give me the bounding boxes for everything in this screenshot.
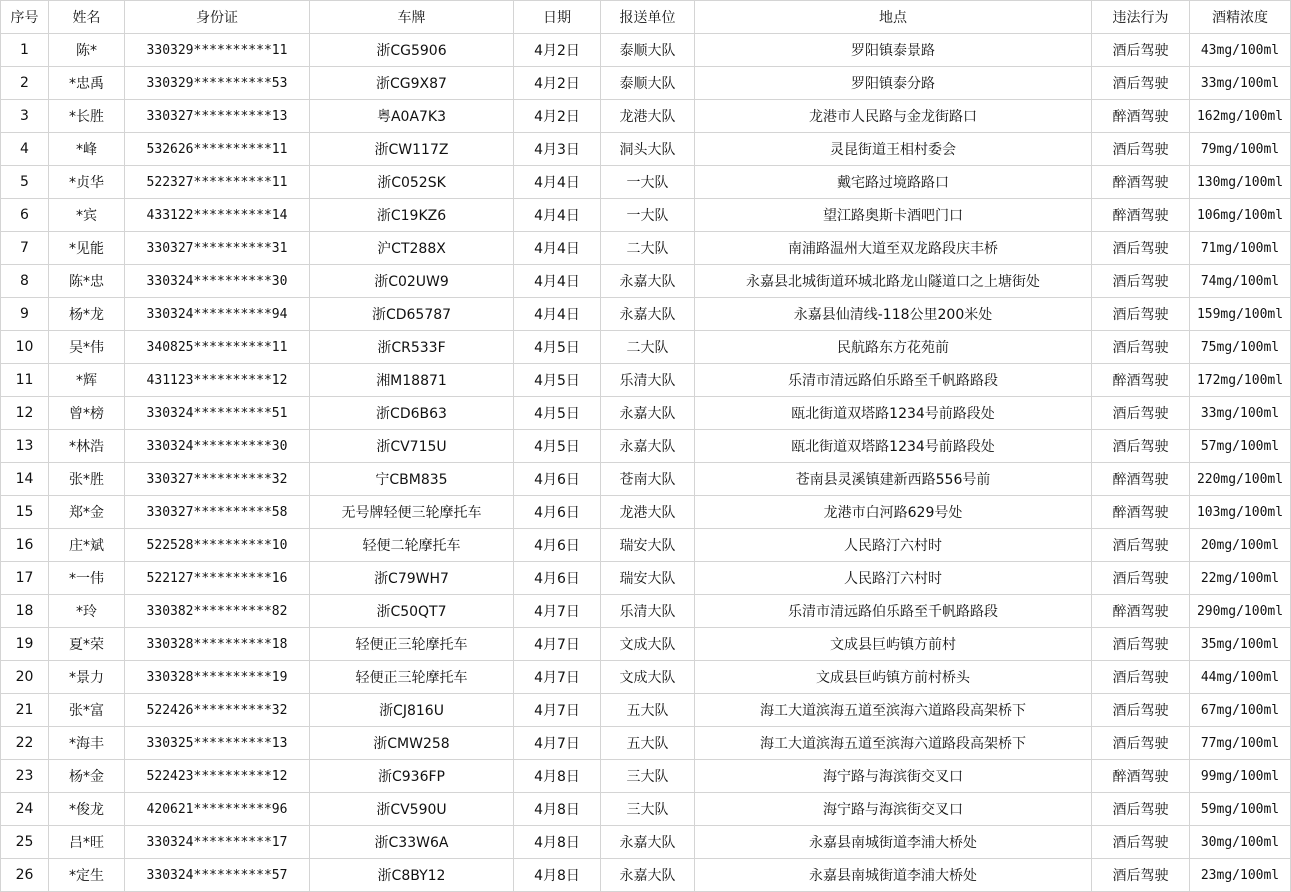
cell-index: 17 <box>1 562 49 595</box>
cell-id-card: 340825**********11 <box>125 331 310 364</box>
cell-name: *忠禹 <box>49 67 125 100</box>
table-row <box>1 232 1291 265</box>
cell-name: *林浩 <box>49 430 125 463</box>
cell-name: 陈*忠 <box>49 265 125 298</box>
table-row <box>1 397 1291 430</box>
cell-date: 4月6日 <box>514 463 601 496</box>
cell-name: *定生 <box>49 859 125 892</box>
cell-id-card: 330325**********13 <box>125 727 310 760</box>
table-row <box>1 562 1291 595</box>
cell-violation: 醉酒驾驶 <box>1092 100 1190 133</box>
cell-index: 6 <box>1 199 49 232</box>
cell-unit: 瑞安大队 <box>601 562 695 595</box>
cell-id-card: 330324**********17 <box>125 826 310 859</box>
cell-alcohol: 33mg/100ml <box>1190 397 1291 430</box>
cell-plate: 浙CW117Z <box>310 133 514 166</box>
cell-name: *俊龙 <box>49 793 125 826</box>
cell-plate: 浙CV715U <box>310 430 514 463</box>
cell-index: 19 <box>1 628 49 661</box>
cell-alcohol: 67mg/100ml <box>1190 694 1291 727</box>
cell-alcohol: 172mg/100ml <box>1190 364 1291 397</box>
cell-alcohol: 159mg/100ml <box>1190 298 1291 331</box>
cell-unit: 三大队 <box>601 760 695 793</box>
cell-violation: 酒后驾驶 <box>1092 67 1190 100</box>
header-plate: 车牌 <box>310 1 514 34</box>
cell-date: 4月7日 <box>514 661 601 694</box>
cell-name: *一伟 <box>49 562 125 595</box>
cell-date: 4月3日 <box>514 133 601 166</box>
cell-unit: 永嘉大队 <box>601 430 695 463</box>
cell-location: 海宁路与海滨街交叉口 <box>695 793 1092 826</box>
cell-alcohol: 20mg/100ml <box>1190 529 1291 562</box>
cell-id-card: 330327**********13 <box>125 100 310 133</box>
table-row <box>1 100 1291 133</box>
cell-violation: 酒后驾驶 <box>1092 793 1190 826</box>
cell-alcohol: 30mg/100ml <box>1190 826 1291 859</box>
cell-date: 4月5日 <box>514 430 601 463</box>
table-row <box>1 628 1291 661</box>
table-row <box>1 496 1291 529</box>
cell-plate: 浙C8BY12 <box>310 859 514 892</box>
cell-violation: 酒后驾驶 <box>1092 430 1190 463</box>
cell-date: 4月6日 <box>514 496 601 529</box>
cell-violation: 醉酒驾驶 <box>1092 364 1190 397</box>
table-row <box>1 364 1291 397</box>
cell-alcohol: 162mg/100ml <box>1190 100 1291 133</box>
cell-date: 4月8日 <box>514 826 601 859</box>
cell-location: 乐清市清远路伯乐路至千帆路路段 <box>695 595 1092 628</box>
cell-date: 4月7日 <box>514 628 601 661</box>
header-index: 序号 <box>1 1 49 34</box>
cell-plate: 浙CMW258 <box>310 727 514 760</box>
cell-unit: 二大队 <box>601 331 695 364</box>
table-row <box>1 793 1291 826</box>
cell-violation: 酒后驾驶 <box>1092 826 1190 859</box>
cell-index: 15 <box>1 496 49 529</box>
cell-location: 望江路奥斯卡酒吧门口 <box>695 199 1092 232</box>
cell-unit: 文成大队 <box>601 661 695 694</box>
cell-id-card: 522127**********16 <box>125 562 310 595</box>
cell-name: *长胜 <box>49 100 125 133</box>
cell-date: 4月4日 <box>514 166 601 199</box>
cell-date: 4月7日 <box>514 595 601 628</box>
cell-location: 龙港市人民路与金龙街路口 <box>695 100 1092 133</box>
cell-date: 4月2日 <box>514 34 601 67</box>
cell-index: 7 <box>1 232 49 265</box>
cell-id-card: 330324**********51 <box>125 397 310 430</box>
cell-violation: 醉酒驾驶 <box>1092 595 1190 628</box>
cell-unit: 永嘉大队 <box>601 298 695 331</box>
table-row <box>1 430 1291 463</box>
cell-id-card: 330328**********18 <box>125 628 310 661</box>
cell-plate: 轻便二轮摩托车 <box>310 529 514 562</box>
cell-violation: 酒后驾驶 <box>1092 397 1190 430</box>
cell-id-card: 330327**********31 <box>125 232 310 265</box>
cell-location: 海工大道滨海五道至滨海六道路段高架桥下 <box>695 727 1092 760</box>
cell-unit: 乐清大队 <box>601 364 695 397</box>
cell-unit: 五大队 <box>601 694 695 727</box>
cell-plate: 浙CD6B63 <box>310 397 514 430</box>
cell-name: 郑*金 <box>49 496 125 529</box>
cell-unit: 洞头大队 <box>601 133 695 166</box>
cell-plate: 浙C79WH7 <box>310 562 514 595</box>
cell-name: 杨*金 <box>49 760 125 793</box>
table-row <box>1 595 1291 628</box>
cell-index: 8 <box>1 265 49 298</box>
cell-name: 陈* <box>49 34 125 67</box>
cell-index: 20 <box>1 661 49 694</box>
cell-alcohol: 33mg/100ml <box>1190 67 1291 100</box>
cell-plate: 湘M18871 <box>310 364 514 397</box>
cell-index: 24 <box>1 793 49 826</box>
cell-index: 2 <box>1 67 49 100</box>
cell-violation: 醉酒驾驶 <box>1092 496 1190 529</box>
cell-id-card: 431123**********12 <box>125 364 310 397</box>
cell-location: 罗阳镇泰分路 <box>695 67 1092 100</box>
cell-violation: 酒后驾驶 <box>1092 34 1190 67</box>
cell-date: 4月7日 <box>514 694 601 727</box>
cell-index: 14 <box>1 463 49 496</box>
cell-unit: 泰顺大队 <box>601 34 695 67</box>
cell-plate: 浙C50QT7 <box>310 595 514 628</box>
cell-plate: 浙C33W6A <box>310 826 514 859</box>
table-row <box>1 199 1291 232</box>
cell-alcohol: 22mg/100ml <box>1190 562 1291 595</box>
table-row <box>1 727 1291 760</box>
table-row <box>1 34 1291 67</box>
cell-name: 杨*龙 <box>49 298 125 331</box>
cell-name: *贞华 <box>49 166 125 199</box>
cell-alcohol: 77mg/100ml <box>1190 727 1291 760</box>
cell-plate: 浙CV590U <box>310 793 514 826</box>
cell-location: 罗阳镇泰景路 <box>695 34 1092 67</box>
cell-location: 海宁路与海滨街交叉口 <box>695 760 1092 793</box>
cell-unit: 乐清大队 <box>601 595 695 628</box>
cell-index: 26 <box>1 859 49 892</box>
cell-date: 4月2日 <box>514 100 601 133</box>
table-row <box>1 694 1291 727</box>
cell-alcohol: 106mg/100ml <box>1190 199 1291 232</box>
cell-location: 戴宅路过境路路口 <box>695 166 1092 199</box>
table-row <box>1 133 1291 166</box>
cell-id-card: 330324**********57 <box>125 859 310 892</box>
cell-id-card: 330327**********58 <box>125 496 310 529</box>
cell-violation: 酒后驾驶 <box>1092 133 1190 166</box>
cell-violation: 酒后驾驶 <box>1092 232 1190 265</box>
cell-unit: 瑞安大队 <box>601 529 695 562</box>
header-id-card: 身份证 <box>125 1 310 34</box>
cell-id-card: 420621**********96 <box>125 793 310 826</box>
cell-index: 11 <box>1 364 49 397</box>
cell-plate: 浙CG5906 <box>310 34 514 67</box>
header-unit: 报送单位 <box>601 1 695 34</box>
cell-location: 永嘉县南城街道李浦大桥处 <box>695 826 1092 859</box>
cell-id-card: 522426**********32 <box>125 694 310 727</box>
cell-index: 16 <box>1 529 49 562</box>
cell-location: 灵昆街道王相村委会 <box>695 133 1092 166</box>
header-row <box>1 1 1291 34</box>
cell-id-card: 330324**********30 <box>125 430 310 463</box>
cell-unit: 三大队 <box>601 793 695 826</box>
cell-name: 张*胜 <box>49 463 125 496</box>
cell-violation: 醉酒驾驶 <box>1092 760 1190 793</box>
header-date: 日期 <box>514 1 601 34</box>
cell-name: *见能 <box>49 232 125 265</box>
cell-alcohol: 220mg/100ml <box>1190 463 1291 496</box>
cell-violation: 酒后驾驶 <box>1092 529 1190 562</box>
cell-name: *景力 <box>49 661 125 694</box>
cell-plate: 粤A0A7K3 <box>310 100 514 133</box>
cell-alcohol: 79mg/100ml <box>1190 133 1291 166</box>
cell-index: 18 <box>1 595 49 628</box>
cell-location: 人民路汀六村时 <box>695 529 1092 562</box>
cell-id-card: 330329**********11 <box>125 34 310 67</box>
cell-unit: 五大队 <box>601 727 695 760</box>
header-violation: 违法行为 <box>1092 1 1190 34</box>
cell-id-card: 330328**********19 <box>125 661 310 694</box>
cell-plate: 浙CD65787 <box>310 298 514 331</box>
cell-index: 4 <box>1 133 49 166</box>
cell-location: 人民路汀六村时 <box>695 562 1092 595</box>
cell-alcohol: 44mg/100ml <box>1190 661 1291 694</box>
cell-index: 10 <box>1 331 49 364</box>
cell-plate: 浙CR533F <box>310 331 514 364</box>
cell-id-card: 330382**********82 <box>125 595 310 628</box>
cell-index: 1 <box>1 34 49 67</box>
cell-index: 9 <box>1 298 49 331</box>
cell-id-card: 522528**********10 <box>125 529 310 562</box>
cell-date: 4月7日 <box>514 727 601 760</box>
cell-date: 4月4日 <box>514 265 601 298</box>
cell-alcohol: 103mg/100ml <box>1190 496 1291 529</box>
table-row <box>1 661 1291 694</box>
cell-date: 4月5日 <box>514 331 601 364</box>
cell-violation: 酒后驾驶 <box>1092 859 1190 892</box>
cell-date: 4月2日 <box>514 67 601 100</box>
table-row <box>1 760 1291 793</box>
header-name: 姓名 <box>49 1 125 34</box>
cell-alcohol: 57mg/100ml <box>1190 430 1291 463</box>
cell-index: 13 <box>1 430 49 463</box>
cell-location: 苍南县灵溪镇建新西路556号前 <box>695 463 1092 496</box>
cell-index: 22 <box>1 727 49 760</box>
cell-unit: 二大队 <box>601 232 695 265</box>
cell-alcohol: 130mg/100ml <box>1190 166 1291 199</box>
cell-name: 张*富 <box>49 694 125 727</box>
table-row <box>1 859 1291 892</box>
cell-alcohol: 23mg/100ml <box>1190 859 1291 892</box>
cell-violation: 酒后驾驶 <box>1092 661 1190 694</box>
cell-name: 夏*荣 <box>49 628 125 661</box>
cell-violation: 酒后驾驶 <box>1092 298 1190 331</box>
cell-id-card: 330327**********32 <box>125 463 310 496</box>
cell-plate: 轻便正三轮摩托车 <box>310 661 514 694</box>
cell-index: 21 <box>1 694 49 727</box>
cell-name: *海丰 <box>49 727 125 760</box>
cell-id-card: 330329**********53 <box>125 67 310 100</box>
cell-plate: 无号牌轻便三轮摩托车 <box>310 496 514 529</box>
header-location: 地点 <box>695 1 1092 34</box>
cell-id-card: 522423**********12 <box>125 760 310 793</box>
cell-unit: 龙港大队 <box>601 100 695 133</box>
cell-alcohol: 35mg/100ml <box>1190 628 1291 661</box>
cell-name: *辉 <box>49 364 125 397</box>
cell-date: 4月5日 <box>514 397 601 430</box>
cell-alcohol: 99mg/100ml <box>1190 760 1291 793</box>
cell-name: *峰 <box>49 133 125 166</box>
cell-index: 25 <box>1 826 49 859</box>
cell-plate: 浙C936FP <box>310 760 514 793</box>
cell-location: 永嘉县北城街道环城北路龙山隧道口之上塘街处 <box>695 265 1092 298</box>
cell-alcohol: 59mg/100ml <box>1190 793 1291 826</box>
cell-name: 吕*旺 <box>49 826 125 859</box>
cell-index: 3 <box>1 100 49 133</box>
cell-plate: 浙C052SK <box>310 166 514 199</box>
cell-violation: 酒后驾驶 <box>1092 727 1190 760</box>
cell-date: 4月6日 <box>514 529 601 562</box>
cell-location: 永嘉县仙清线-118公里200米处 <box>695 298 1092 331</box>
cell-unit: 苍南大队 <box>601 463 695 496</box>
cell-unit: 永嘉大队 <box>601 265 695 298</box>
cell-alcohol: 75mg/100ml <box>1190 331 1291 364</box>
cell-violation: 酒后驾驶 <box>1092 628 1190 661</box>
table-row <box>1 67 1291 100</box>
cell-plate: 浙C19KZ6 <box>310 199 514 232</box>
cell-name: 庄*斌 <box>49 529 125 562</box>
cell-location: 南浦路温州大道至双龙路段庆丰桥 <box>695 232 1092 265</box>
cell-date: 4月8日 <box>514 760 601 793</box>
table-row <box>1 529 1291 562</box>
cell-id-card: 433122**********14 <box>125 199 310 232</box>
cell-date: 4月4日 <box>514 298 601 331</box>
cell-location: 海工大道滨海五道至滨海六道路段高架桥下 <box>695 694 1092 727</box>
cell-index: 12 <box>1 397 49 430</box>
cell-plate: 沪CT288X <box>310 232 514 265</box>
cell-violation: 醉酒驾驶 <box>1092 463 1190 496</box>
cell-location: 文成县巨屿镇方前村桥头 <box>695 661 1092 694</box>
cell-unit: 一大队 <box>601 166 695 199</box>
cell-unit: 永嘉大队 <box>601 859 695 892</box>
table-row <box>1 331 1291 364</box>
cell-plate: 宁CBM835 <box>310 463 514 496</box>
cell-violation: 酒后驾驶 <box>1092 265 1190 298</box>
cell-plate: 浙CG9X87 <box>310 67 514 100</box>
cell-id-card: 522327**********11 <box>125 166 310 199</box>
table-row <box>1 298 1291 331</box>
cell-index: 5 <box>1 166 49 199</box>
cell-location: 龙港市白河路629号处 <box>695 496 1092 529</box>
cell-date: 4月8日 <box>514 793 601 826</box>
cell-id-card: 330324**********94 <box>125 298 310 331</box>
cell-date: 4月5日 <box>514 364 601 397</box>
cell-id-card: 532626**********11 <box>125 133 310 166</box>
cell-date: 4月4日 <box>514 232 601 265</box>
cell-unit: 永嘉大队 <box>601 826 695 859</box>
cell-plate: 浙C02UW9 <box>310 265 514 298</box>
cell-violation: 酒后驾驶 <box>1092 694 1190 727</box>
cell-violation: 醉酒驾驶 <box>1092 166 1190 199</box>
table-row <box>1 265 1291 298</box>
table-row <box>1 166 1291 199</box>
header-alcohol: 酒精浓度 <box>1190 1 1291 34</box>
cell-name: *玲 <box>49 595 125 628</box>
cell-alcohol: 290mg/100ml <box>1190 595 1291 628</box>
cell-location: 瓯北街道双塔路1234号前路段处 <box>695 397 1092 430</box>
cell-location: 乐清市清远路伯乐路至千帆路路段 <box>695 364 1092 397</box>
cell-id-card: 330324**********30 <box>125 265 310 298</box>
cell-unit: 一大队 <box>601 199 695 232</box>
cell-plate: 浙CJ816U <box>310 694 514 727</box>
cell-location: 永嘉县南城街道李浦大桥处 <box>695 859 1092 892</box>
cell-date: 4月8日 <box>514 859 601 892</box>
cell-date: 4月4日 <box>514 199 601 232</box>
cell-name: *宾 <box>49 199 125 232</box>
cell-alcohol: 43mg/100ml <box>1190 34 1291 67</box>
table-row <box>1 826 1291 859</box>
cell-index: 23 <box>1 760 49 793</box>
cell-unit: 泰顺大队 <box>601 67 695 100</box>
cell-violation: 酒后驾驶 <box>1092 562 1190 595</box>
cell-violation: 酒后驾驶 <box>1092 331 1190 364</box>
cell-name: 吴*伟 <box>49 331 125 364</box>
cell-unit: 文成大队 <box>601 628 695 661</box>
cell-plate: 轻便正三轮摩托车 <box>310 628 514 661</box>
cell-unit: 永嘉大队 <box>601 397 695 430</box>
cell-location: 瓯北街道双塔路1234号前路段处 <box>695 430 1092 463</box>
cell-unit: 龙港大队 <box>601 496 695 529</box>
cell-name: 曾*榜 <box>49 397 125 430</box>
table-row <box>1 463 1291 496</box>
cell-location: 民航路东方花苑前 <box>695 331 1092 364</box>
cell-date: 4月6日 <box>514 562 601 595</box>
cell-location: 文成县巨屿镇方前村 <box>695 628 1092 661</box>
cell-alcohol: 71mg/100ml <box>1190 232 1291 265</box>
cell-violation: 醉酒驾驶 <box>1092 199 1190 232</box>
cell-alcohol: 74mg/100ml <box>1190 265 1291 298</box>
